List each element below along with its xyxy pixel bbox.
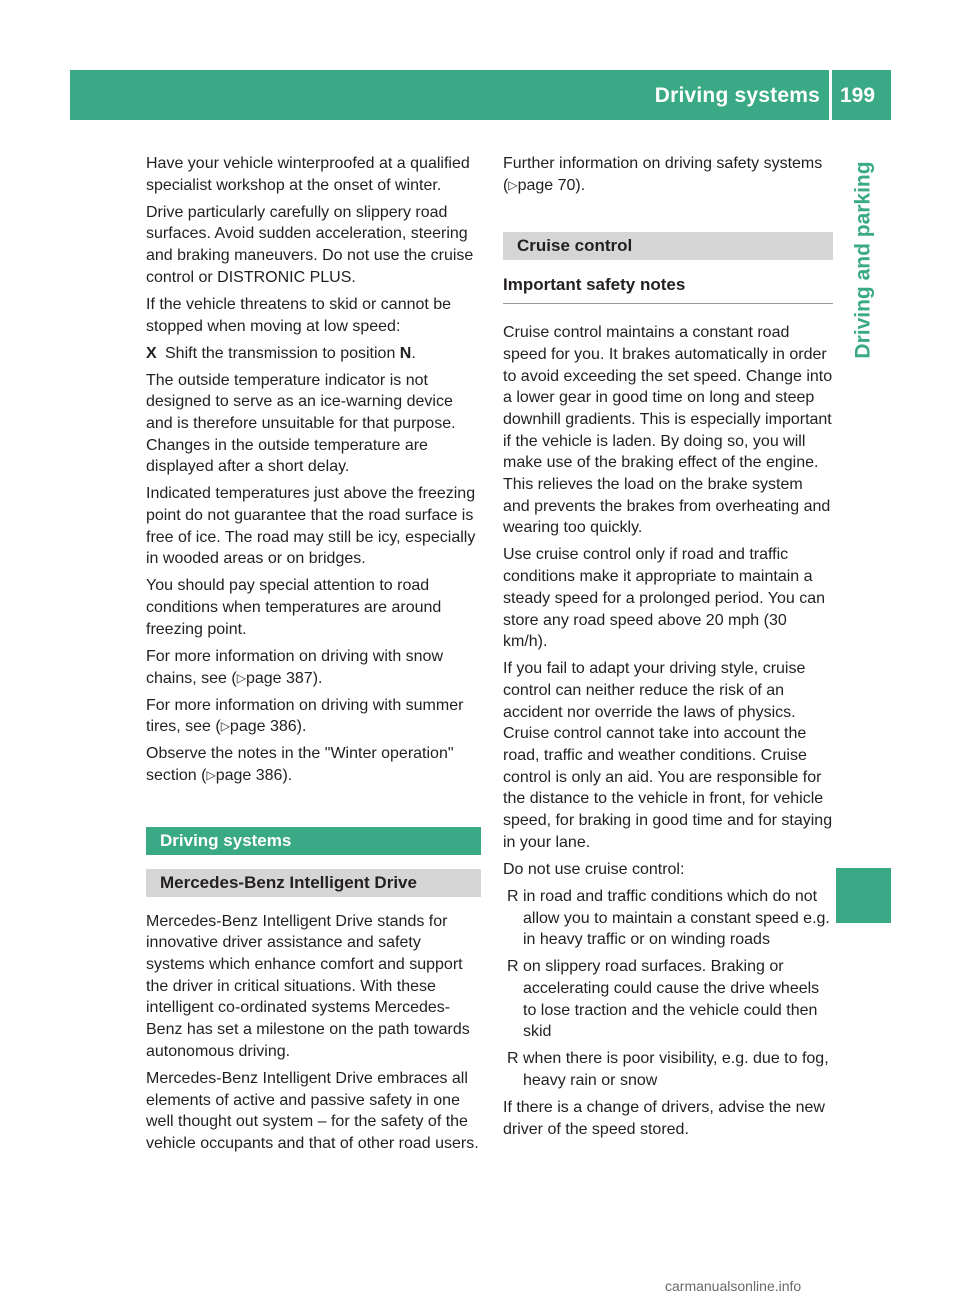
paragraph: Use cruise control only if road and traffic conditions make it appropriate to maintain a steady speed for a prolonged period. You can store any road speed above 20 mph (30 km/h). — [503, 546, 826, 651]
chapter-side-tab — [836, 161, 891, 359]
page-number: 199 — [840, 84, 876, 107]
paragraph: Indicated temperatures just above the freezing point do not guarantee that the road surface is free of ice. The road may still be icy, especially in wooded areas or on bridges. — [146, 485, 476, 568]
page-ref-link[interactable]: page 387 — [245, 669, 313, 687]
page-ref-link[interactable]: page 386 — [215, 766, 283, 784]
subsection-heading-intelligent-drive: Mercedes-Benz Intelligent Drive — [146, 869, 481, 897]
section-heading-cruise-control: Cruise control — [503, 232, 833, 260]
list-item: R on slippery road surfaces. Braking or accelerating could cause the drive wheels to lose traction and the vehicle could then skid — [503, 956, 833, 1043]
paragraph: Cruise control maintains a constant road speed for you. It brakes automatically in order to avoid exceeding the set speed. Change into a lower gear in good time on long and steep downhill gradients. This is especially important if the vehicle is laden. By doing so, you will make use of the braking effect of the engine. This relieves the load on the brake system and prevents the brakes from overheating and wearing too quickly. — [503, 324, 833, 537]
bullet-icon: R — [507, 887, 519, 905]
paragraph: If you fail to adapt your driving style, cruise control can neither reduce the risk of an accident nor override the laws of physics. Cruise control cannot take into account the road, traffic and weather conditions. Cruise control is only an aid. You are responsible for the distance to the vehicle in front, for vehicle speed, for braking in good time and for staying in your lane. — [503, 660, 833, 851]
page-ref-arrow-icon: ▷ — [508, 177, 518, 192]
paragraph: If there is a change of drivers, advise the new driver of the speed stored. — [503, 1099, 825, 1138]
bullet-list — [503, 886, 833, 1092]
paragraph-with-page-ref: For more information on driving with snow chains, see (▷page 387). — [146, 647, 444, 687]
instruction-step-text: Shift the transmission to position N. — [165, 344, 416, 362]
bullet-icon: R — [507, 958, 519, 976]
chapter-side-tab-label: Driving and parking — [851, 161, 875, 359]
instruction-step — [146, 343, 481, 365]
step-arrow-icon: X — [146, 344, 157, 362]
page-ref-link[interactable]: page 386 — [229, 718, 297, 736]
paragraph: Mercedes-Benz Intelligent Drive embraces all elements of active and passive safety in one well thought out system – for the safety of the vehicle occupants and that of other road users. — [146, 1069, 479, 1152]
paragraph: If the vehicle threatens to skid or cannot be stopped when moving at low speed: — [146, 295, 452, 335]
site-watermark: carmanualsonline.info — [665, 1278, 802, 1294]
section-heading-driving-systems: Driving systems — [146, 827, 481, 855]
paragraph: You should pay special attention to road conditions when temperatures are around freezing point. — [146, 577, 442, 638]
paragraph: Mercedes-Benz Intelligent Drive stands for innovative driver assistance and safety systems which enhance comfort and support the driver in critical situations. With these intelligent co-ordinated systems Mercedes-Benz has set a milestone on the path towards autonomous driving. — [146, 912, 470, 1060]
page-ref-arrow-icon: ▷ — [236, 670, 246, 685]
right-column — [503, 153, 833, 1146]
page-ref-arrow-icon: ▷ — [206, 767, 216, 782]
page-ref-link[interactable]: page 70 — [517, 176, 576, 194]
paragraph-with-page-ref: Further information on driving safety systems (▷page 70). — [503, 155, 823, 194]
subheading-important-safety-notes: Important safety notes — [503, 274, 833, 304]
paragraph: Drive particularly carefully on slippery road surfaces. Avoid sudden acceleration, steering and braking maneuvers. Do not use the cruise control or DISTRONIC PLUS. — [146, 203, 474, 286]
header-separator — [829, 70, 832, 120]
page-ref-arrow-icon: ▷ — [220, 719, 230, 734]
bullet-icon: R — [507, 1050, 519, 1068]
list-item: R in road and traffic conditions which do not allow you to maintain a constant speed e.g. in heavy traffic or on winding roads — [503, 886, 833, 951]
paragraph-with-page-ref: Observe the notes in the "Winter operation" section (▷page 386). — [146, 745, 454, 784]
list-item: R when there is poor visibility, e.g. due to fog, heavy rain or snow — [503, 1048, 833, 1091]
paragraph: The outside temperature indicator is not designed to serve as an ice-warning device and is therefore unsuitable for that purpose. Changes in the outside temperature are displayed after a short delay. — [146, 371, 456, 476]
chapter-marker-block — [836, 868, 891, 923]
paragraph: Have your vehicle winterproofed at a qualified specialist workshop at the onset of winter. — [146, 155, 470, 194]
left-column — [146, 153, 481, 1160]
paragraph-with-page-ref: For more information on driving with summer tires, see (▷page 386). — [146, 696, 464, 736]
running-header-title: Driving systems — [654, 84, 820, 107]
paragraph: Do not use cruise control: — [503, 860, 685, 878]
